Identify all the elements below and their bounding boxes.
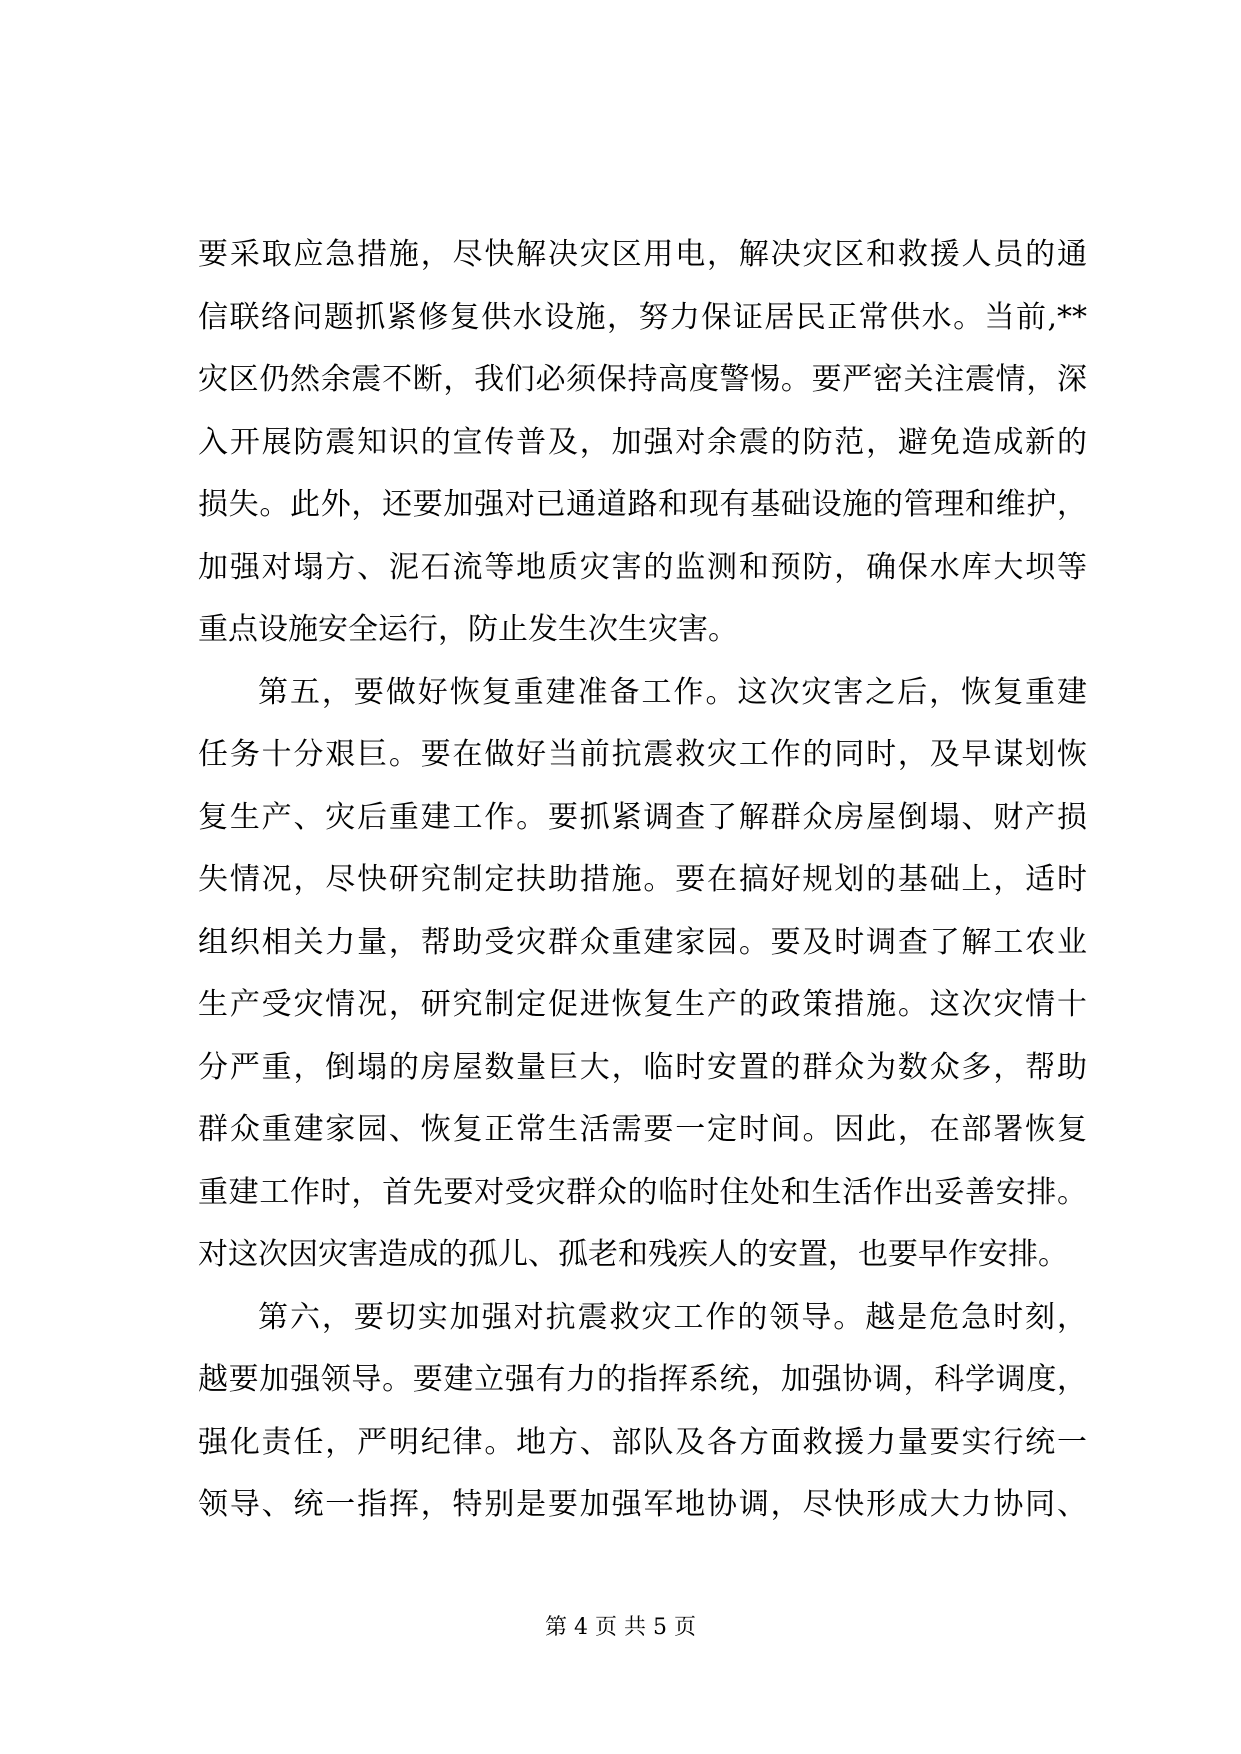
text-line: 入开展防震知识的宣传普及，加强对余震的防范，避免造成新的	[198, 424, 1087, 460]
text-line: 领导、统一指挥，特别是要加强军地协调，尽快形成大力协同、	[198, 1487, 1087, 1522]
text-line: 第六，要切实加强对抗震救灾工作的领导。越是危急时刻，	[258, 1299, 1087, 1335]
text-line: 分严重，倒塌的房屋数量巨大，临时安置的群众为数众多，帮助	[198, 1049, 1087, 1085]
text-line: 第五，要做好恢复重建准备工作。这次灾害之后，恢复重建	[258, 674, 1087, 710]
text-line: 组织相关力量，帮助受灾群众重建家园。要及时调查了解工农业	[198, 924, 1087, 960]
text-line: 要采取应急措施，尽快解决灾区用电，解决灾区和救援人员的通	[198, 237, 1087, 272]
text-line: 加强对塌方、泥石流等地质灾害的监测和预防，确保水库大坝等	[198, 549, 1087, 585]
paragraph	[198, 1287, 1087, 1537]
text-line: 信联络问题抓紧修复供水设施，努力保证居民正常供水。当前,**	[198, 299, 1087, 335]
paragraph	[198, 224, 1087, 662]
text-line: 强化责任，严明纪律。地方、部队及各方面救援力量要实行统一	[198, 1424, 1087, 1460]
page-footer: 第 4 页 共 5 页	[545, 1615, 696, 1640]
text-line: 越要加强领导。要建立强有力的指挥系统，加强协调，科学调度，	[198, 1362, 1087, 1397]
text-line: 复生产、灾后重建工作。要抓紧调查了解群众房屋倒塌、财产损	[198, 799, 1087, 835]
text-line: 损失。此外，还要加强对已通道路和现有基础设施的管理和维护，	[198, 487, 1087, 522]
text-line: 对这次因灾害造成的孤儿、孤老和残疾人的安置，也要早作安排。	[198, 1237, 1068, 1272]
text-line: 重建工作时，首先要对受灾群众的临时住处和生活作出妥善安排。	[198, 1174, 1087, 1210]
text-line: 生产受灾情况，研究制定促进恢复生产的政策措施。这次灾情十	[198, 987, 1087, 1022]
text-line: 重点设施安全运行，防止发生次生灾害。	[198, 612, 738, 647]
body-text	[198, 224, 1087, 1537]
text-line: 灾区仍然余震不断，我们必须保持高度警惕。要严密关注震情，深	[198, 362, 1087, 397]
paragraph	[198, 662, 1087, 1287]
text-line: 失情况，尽快研究制定扶助措施。要在搞好规划的基础上，适时	[198, 862, 1087, 897]
text-line: 群众重建家园、恢复正常生活需要一定时间。因此，在部署恢复	[198, 1112, 1087, 1147]
text-line: 任务十分艰巨。要在做好当前抗震救灾工作的同时，及早谋划恢	[198, 737, 1087, 772]
